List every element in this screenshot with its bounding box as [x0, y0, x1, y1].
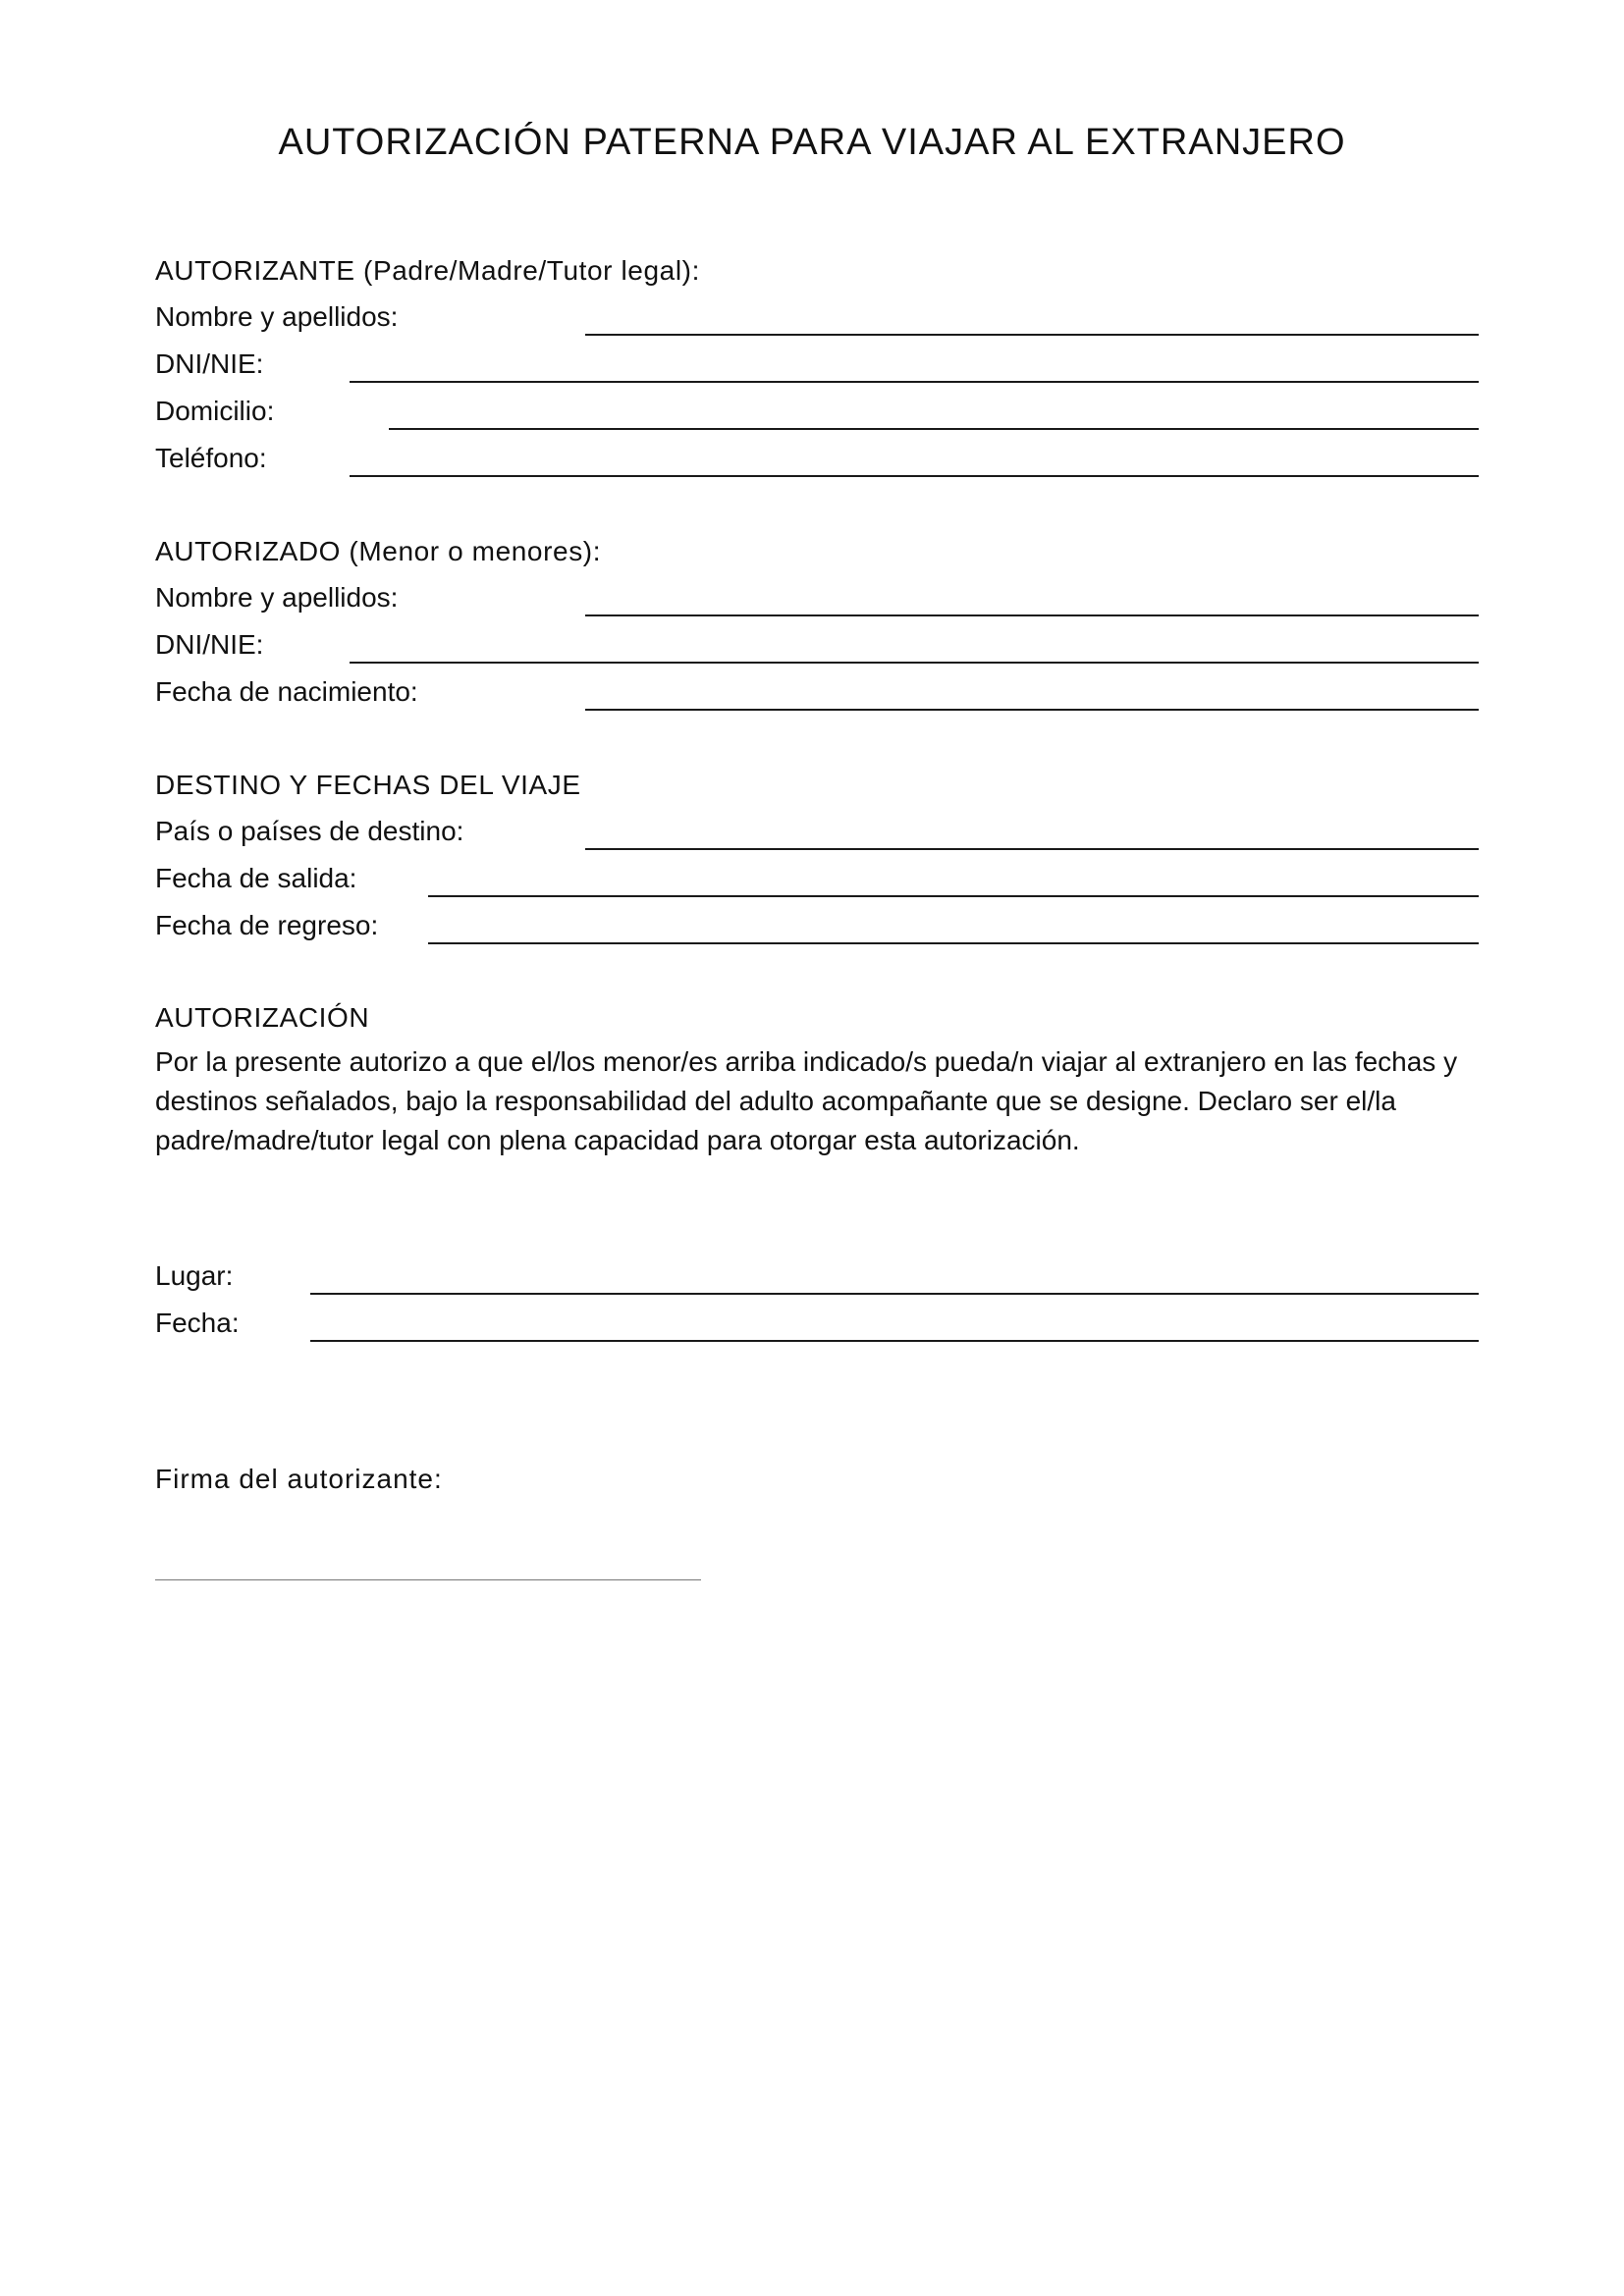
- authorization-paragraph: Por la presente autorizo a que el/los menor/es arriba indicado/s pueda/n viajar al extranjero en las fechas y destinos señalados, bajo la responsabilidad del adulto acompañante que se designe. Declaro ser el/la padre/madre/tutor legal con plena capacidad para otorgar esta autorización.: [155, 1046, 1458, 1155]
- dni-menor-field[interactable]: [350, 662, 1479, 664]
- field-label-fecha-salida: Fecha de salida:: [155, 863, 357, 893]
- section-heading-autorizado: AUTORIZADO (Menor o menores):: [155, 536, 602, 566]
- domicilio-field[interactable]: [389, 428, 1479, 430]
- field-label-nombre-menor: Nombre y apellidos:: [155, 582, 399, 613]
- destino-field[interactable]: [585, 848, 1479, 850]
- section-heading-autorizante: AUTORIZANTE (Padre/Madre/Tutor legal):: [155, 255, 700, 286]
- page-title: AUTORIZACIÓN PATERNA PARA VIAJAR AL EXTRANJERO: [278, 122, 1346, 163]
- field-label-nombre-autorizante: Nombre y apellidos:: [155, 301, 399, 332]
- field-label-lugar: Lugar:: [155, 1260, 234, 1291]
- nombre-menor-field[interactable]: [585, 614, 1479, 616]
- field-label-fecha: Fecha:: [155, 1308, 240, 1338]
- field-label-destino: País o países de destino:: [155, 816, 464, 846]
- fecha-salida-field[interactable]: [428, 895, 1479, 897]
- lugar-field[interactable]: [310, 1293, 1479, 1295]
- telefono-field[interactable]: [350, 475, 1479, 477]
- field-label-fecha-nacimiento: Fecha de nacimiento:: [155, 676, 418, 707]
- fecha-regreso-field[interactable]: [428, 942, 1479, 944]
- fecha-field[interactable]: [310, 1340, 1479, 1342]
- nombre-autorizante-field[interactable]: [585, 334, 1479, 336]
- section-heading-viaje: DESTINO Y FECHAS DEL VIAJE: [155, 770, 581, 800]
- signature-line[interactable]: [155, 1579, 701, 1580]
- field-label-domicilio: Domicilio:: [155, 396, 275, 426]
- dni-autorizante-field[interactable]: [350, 381, 1479, 383]
- field-label-telefono: Teléfono:: [155, 443, 267, 473]
- field-label-dni-menor: DNI/NIE:: [155, 629, 264, 660]
- section-heading-autorizacion: AUTORIZACIÓN: [155, 1002, 370, 1033]
- fecha-nacimiento-field[interactable]: [585, 709, 1479, 711]
- field-label-fecha-regreso: Fecha de regreso:: [155, 910, 379, 940]
- field-label-dni-autorizante: DNI/NIE:: [155, 348, 264, 379]
- signature-label: Firma del autorizante:: [155, 1464, 443, 1494]
